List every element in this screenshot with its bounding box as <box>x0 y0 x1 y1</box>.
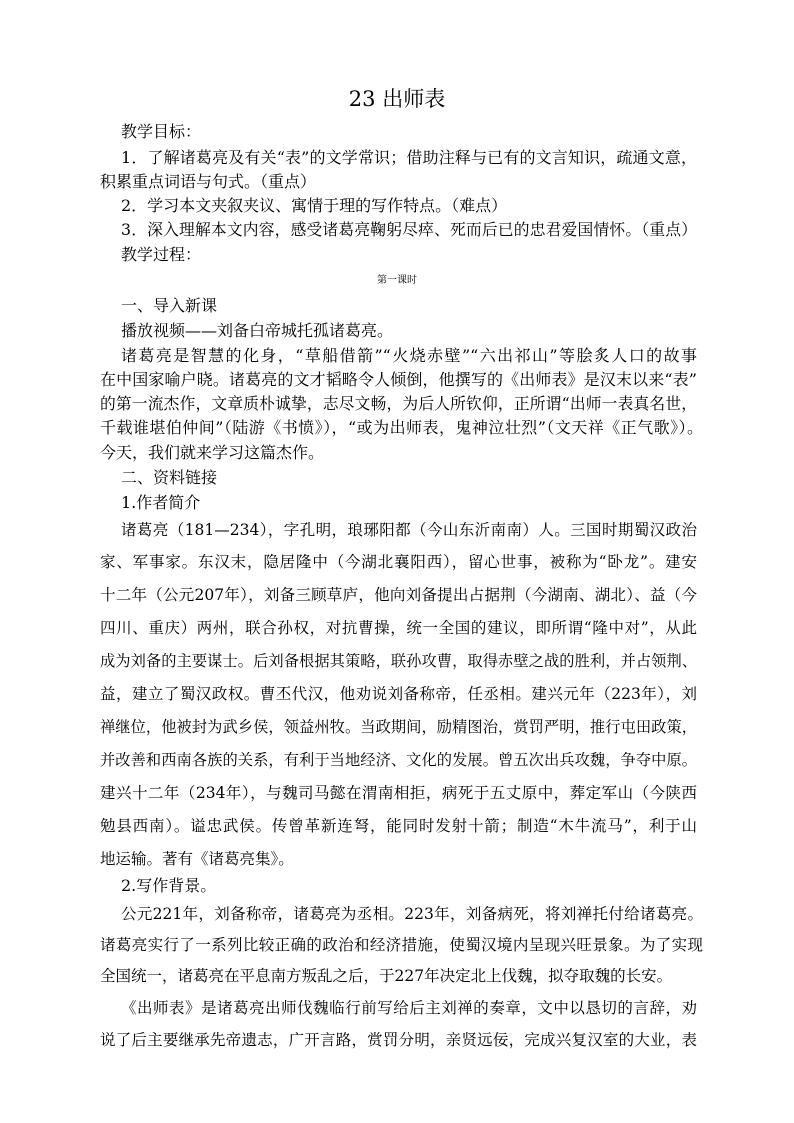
paragraph-line: 十二年（公元207年），刘备三顾草庐，他向刘备提出占据荆（今湖南、湖北）、益（今 <box>100 586 697 604</box>
paragraph-line: 《出师表》是诸葛亮出师伐魏临行前写给后主刘禅的奏章，文中以恳切的言辞，劝 <box>121 999 697 1017</box>
intro-line: 播放视频——刘备白帝城托孤诸葛亮。 <box>121 321 394 340</box>
paragraph-line: 千载谁堪伯仲间”（陆游《书愤》），“或为出师表，鬼神泣壮烈”（文天祥《正气歌》）。 <box>100 418 703 437</box>
paragraph-line: 在中国家喻户晓。诸葛亮的文才韬略令人倾倒，他撰写的《出师表》是汉末以来“表” <box>100 370 697 389</box>
paragraph-line: 诸葛亮实行了一系列比较正确的政治和经济措施，使蜀汉境内呈现兴旺景象。为了实现 <box>100 936 703 954</box>
paragraph-line: 并改善和西南各族的关系，有利于当地经济、文化的发展。曾五次出兵攻魏，争夺中原。 <box>100 751 697 769</box>
paragraph-line: 家、军事家。东汉末，隐居隆中（今湖北襄阳西），留心世事，被称为“卧龙”。建安 <box>100 553 697 571</box>
paragraph-line: 全国统一，诸葛亮在平息南方叛乱之后，于227年决定北上伐魏，拟夺取魏的长安。 <box>100 967 673 985</box>
paragraph-line: 地运输。著有《诸葛亮集》。 <box>100 850 294 868</box>
paragraph-line: 成为刘备的主要谋士。后刘备根据其策略，联孙攻曹，取得赤壁之战的胜利，并占领荆、 <box>100 652 697 670</box>
author-intro-heading: 1.作者简介 <box>121 493 201 512</box>
objective-1-line-2: 积累重点词语与句式。（重点） <box>100 172 317 191</box>
lesson-heading: 第一课时 <box>377 275 417 286</box>
paragraph-line: 公元221年，刘备称帝，诸葛亮为丞相。223年，刘备病死，将刘禅托付给诸葛亮。 <box>121 905 703 923</box>
process-heading: 教学过程： <box>121 245 202 264</box>
objective-3: 3．深入理解本文内容，感受诸葛亮鞠躬尽瘁、死而后已的忠君爱国情怀。（重点） <box>121 220 697 239</box>
objective-2: 2．学习本文夹叙夹议、寓情于理的写作特点。（难点） <box>121 196 508 215</box>
objectives-heading: 教学目标： <box>121 122 202 141</box>
paragraph-line: 今天，我们就来学习这篇杰作。 <box>100 443 325 462</box>
section-2-heading: 二、资料链接 <box>121 468 218 487</box>
paragraph-line: 诸葛亮是智慧的化身，“草船借箭”“火烧赤壁”“六出祁山”等脍炙人口的故事 <box>121 346 697 365</box>
paragraph-line: 益，建立了蜀汉政权。曹丕代汉，他劝说刘备称帝，任丞相。建兴元年（223年），刘 <box>100 685 697 703</box>
paragraph-line: 建兴十二年（234年），与魏司马懿在渭南相拒，病死于五丈原中，葬定军山（今陕西 <box>100 784 697 802</box>
objective-1-line-1: 1．了解诸葛亮及有关“表”的文学常识；借助注释与已有的文言知识，疏通文意， <box>121 148 697 167</box>
paragraph-line: 诸葛亮（181—234），字孔明，琅琊阳都（今山东沂南南）人。三国时期蜀汉政治 <box>121 521 697 539</box>
section-1-heading: 一、导入新课 <box>121 296 218 315</box>
background-heading: 2.写作背景。 <box>121 876 217 895</box>
paragraph-line: 说了后主要继承先帝遗志，广开言路，赏罚分明，亲贤远佞，完成兴复汉室的大业，表 <box>100 1031 697 1049</box>
paragraph-line: 的第一流杰作，文章质朴诚挚，志尽文畅，为后人所钦仰，正所谓“出师一表真名世， <box>100 394 697 413</box>
paragraph-line: 禅继位，他被封为武乡侯，领益州牧。当政期间，励精图治，赏罚严明，推行屯田政策， <box>100 718 697 736</box>
paragraph-line: 勉县西南）。谥忠武侯。传曾革新连弩，能同时发射十箭；制造“木牛流马”，利于山 <box>100 817 697 835</box>
page-title: 23 出师表 <box>348 87 446 111</box>
paragraph-line: 四川、重庆）两州，联合孙权，对抗曹操，统一全国的建议，即所谓“隆中对”，从此 <box>100 619 697 637</box>
